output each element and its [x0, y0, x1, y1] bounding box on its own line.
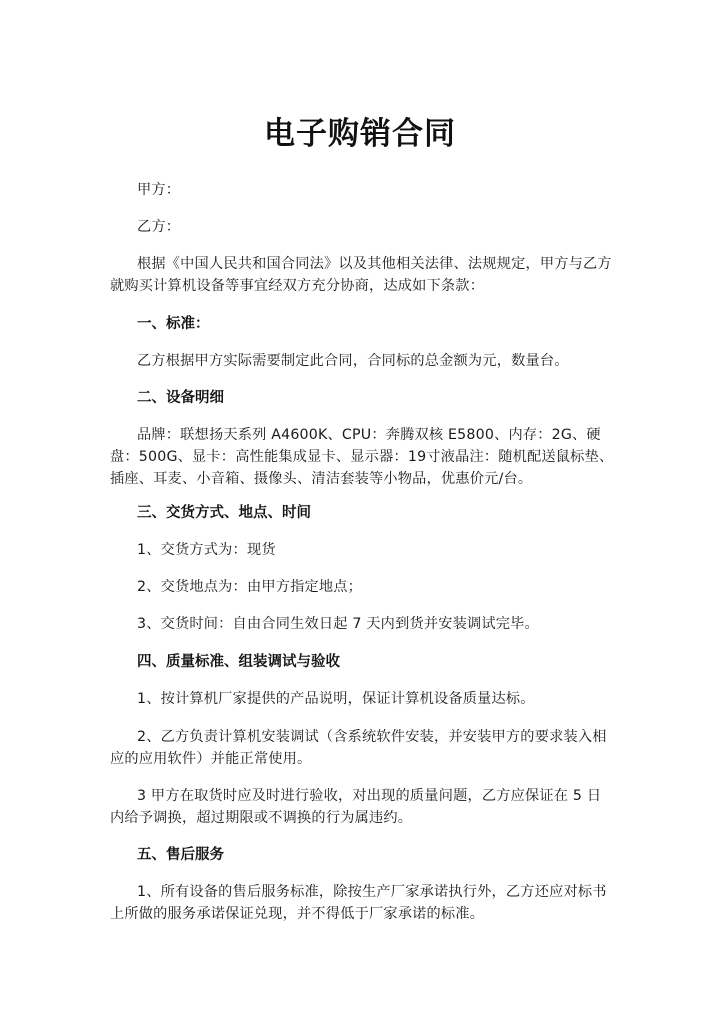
section-2-heading: 二、设备明细: [137, 389, 224, 406]
section-1-paragraph-1: 乙方根据甲方实际需要制定此合同，合同标的总金额为元，数量台。: [137, 353, 569, 369]
preamble-paragraph: 根据《中国人民共和国合同法》以及其他相关法律、法规规定，甲方与乙方就购买计算机设备等事宜经双方充分协商，达成如下条款：: [110, 256, 612, 294]
party-b-line: 乙方：: [137, 219, 181, 235]
section-3-item-3: 3、交货时间：自由合同生效日起 7 天内到货并安装调试完毕。: [137, 616, 539, 632]
section-4-item-3: 3 甲方在取货时应及时进行验收，对出现的质量问题，乙方应保证在 5 日内给予调换，超过期限或不调换的行为属违约。: [110, 788, 602, 826]
contract-title: 电子购销合同: [264, 116, 456, 152]
section-5-item-1: 1、所有设备的售后服务标准，除按生产厂家承诺执行外，乙方还应对标书上所做的服务承诺保证兑现，并不得低于厂家承诺的标准。: [110, 884, 607, 922]
section-1-heading: 一、标准：: [137, 315, 210, 332]
section-3-item-1: 1、交货方式为：现货: [137, 542, 276, 558]
section-5-heading: 五、售后服务: [137, 846, 224, 863]
section-4-heading: 四、质量标准、组装调试与验收: [137, 653, 340, 670]
section-3-item-2: 2、交货地点为：由甲方指定地点；: [137, 579, 363, 595]
party-a-line: 甲方：: [137, 182, 181, 198]
section-3-heading: 三、交货方式、地点、时间: [137, 504, 311, 521]
section-4-item-2: 2、乙方负责计算机安装调试（含系统软件安装，并安装甲方的要求装入相应的应用软件）并能正常使用。: [110, 729, 607, 767]
section-2-paragraph-1: 品牌：联想扬天系列 A4600K、CPU：奔腾双核 E5800、内存：2G、硬盘：500G、显卡：高性能集成显卡、显示器：19寸液晶注：随机配送鼠标垫、插座、耳麦、小音箱、摄像头、清洁套装等小物品，优惠价元/台。: [110, 427, 614, 487]
section-4-item-1: 1、按计算机厂家提供的产品说明，保证计算机设备质量达标。: [137, 691, 535, 707]
